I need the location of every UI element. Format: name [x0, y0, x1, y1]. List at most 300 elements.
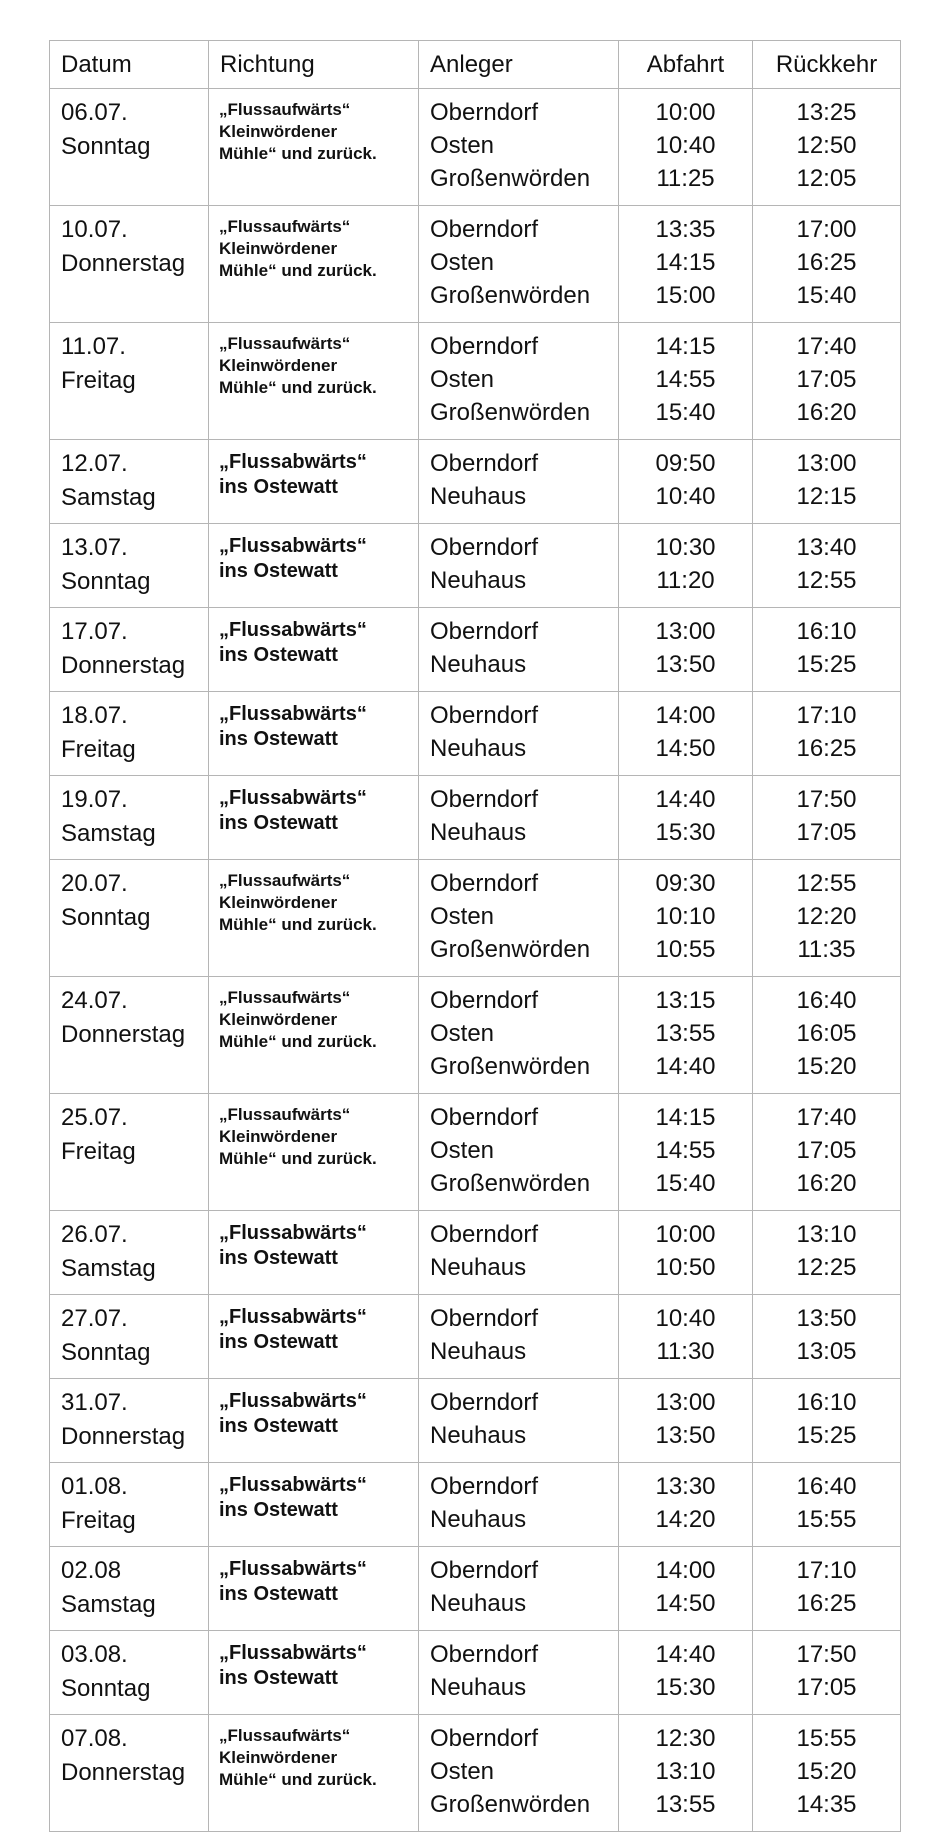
return-time: 16:05	[796, 1020, 857, 1047]
pier: Oberndorf	[430, 99, 539, 126]
return-time: 16:40	[796, 1473, 857, 1500]
return-cell	[753, 440, 901, 524]
pier-cell	[419, 440, 619, 524]
departure-time: 14:40	[655, 786, 716, 813]
return-cell	[753, 776, 901, 860]
departure-time: 14:00	[655, 1557, 716, 1584]
direction-cell	[209, 1211, 419, 1295]
trip-weekday: Samstag	[61, 484, 156, 511]
trip-date: 24.07.	[61, 987, 128, 1014]
trip-weekday: Sonntag	[61, 568, 151, 595]
header-return: Rückkehr	[753, 41, 901, 89]
trip-weekday: Freitag	[61, 367, 136, 394]
pier-cell	[419, 1295, 619, 1379]
direction-line: ins Ostewatt	[219, 560, 338, 582]
return-cell	[753, 206, 901, 323]
departure-time: 09:50	[655, 450, 716, 477]
pier: Oberndorf	[430, 1389, 539, 1416]
pier: Oberndorf	[430, 1104, 539, 1131]
return-time: 15:20	[796, 1053, 857, 1080]
pier: Oberndorf	[430, 870, 539, 897]
pier: Großenwörden	[430, 399, 591, 426]
return-time: 17:50	[796, 1641, 857, 1668]
return-time: 16:10	[796, 618, 857, 645]
direction-cell	[209, 440, 419, 524]
direction-line: „Flussaufwärts“	[219, 100, 351, 119]
return-cell	[753, 524, 901, 608]
return-cell	[753, 1295, 901, 1379]
return-time: 17:50	[796, 786, 857, 813]
table-row	[50, 1547, 901, 1631]
return-time: 16:10	[796, 1389, 857, 1416]
departure-time: 13:50	[655, 1422, 716, 1449]
return-time: 16:25	[796, 249, 857, 276]
date-cell	[50, 692, 209, 776]
direction-line: „Flussabwärts“	[219, 1390, 367, 1412]
return-cell	[753, 608, 901, 692]
departure-cell	[619, 1631, 753, 1715]
direction-line: Kleinwördener	[219, 1127, 338, 1146]
departure-time: 15:30	[655, 1674, 716, 1701]
departure-time: 14:00	[655, 702, 716, 729]
trip-weekday: Sonntag	[61, 904, 151, 931]
table-row	[50, 524, 901, 608]
direction-line: „Flussaufwärts“	[219, 871, 351, 890]
table-row	[50, 1715, 901, 1832]
pier: Neuhaus	[430, 483, 527, 510]
pier: Oberndorf	[430, 216, 539, 243]
direction-line: Mühle“ und zurück.	[219, 261, 377, 280]
direction-cell	[209, 1463, 419, 1547]
direction-line: Mühle“ und zurück.	[219, 1149, 377, 1168]
direction-line: Kleinwördener	[219, 1010, 338, 1029]
pier: Osten	[430, 249, 495, 276]
direction-line: ins Ostewatt	[219, 1499, 338, 1521]
direction-line: ins Ostewatt	[219, 1415, 338, 1437]
pier: Neuhaus	[430, 1254, 527, 1281]
return-time: 12:55	[796, 567, 857, 594]
return-cell	[753, 1631, 901, 1715]
pier: Neuhaus	[430, 1422, 527, 1449]
return-time: 17:05	[796, 1137, 857, 1164]
trip-weekday: Donnerstag	[61, 250, 186, 277]
trip-date: 03.08.	[61, 1641, 128, 1668]
trip-date: 13.07.	[61, 534, 128, 561]
direction-cell	[209, 1094, 419, 1211]
pier-cell	[419, 323, 619, 440]
pier-cell	[419, 1211, 619, 1295]
direction-line: Mühle“ und zurück.	[219, 915, 377, 934]
return-time: 17:05	[796, 1674, 857, 1701]
table-row	[50, 692, 901, 776]
table-row	[50, 323, 901, 440]
pier: Osten	[430, 903, 495, 930]
departure-cell	[619, 206, 753, 323]
direction-cell	[209, 89, 419, 206]
pier: Oberndorf	[430, 1305, 539, 1332]
departure-time: 10:40	[655, 1305, 716, 1332]
departure-cell	[619, 1463, 753, 1547]
pier: Neuhaus	[430, 819, 527, 846]
table-row	[50, 89, 901, 206]
pier: Neuhaus	[430, 1506, 527, 1533]
departure-time: 15:40	[655, 399, 716, 426]
direction-line: ins Ostewatt	[219, 1667, 338, 1689]
direction-cell	[209, 524, 419, 608]
direction-cell	[209, 1715, 419, 1832]
trip-weekday: Sonntag	[61, 133, 151, 160]
departure-cell	[619, 1295, 753, 1379]
departure-time: 13:50	[655, 651, 716, 678]
return-time: 17:05	[796, 819, 857, 846]
pier: Osten	[430, 132, 495, 159]
return-cell	[753, 1715, 901, 1832]
departure-time: 13:55	[655, 1020, 716, 1047]
departure-cell	[619, 524, 753, 608]
return-time: 17:00	[796, 216, 857, 243]
return-cell	[753, 323, 901, 440]
departure-time: 13:35	[655, 216, 716, 243]
return-cell	[753, 860, 901, 977]
date-cell	[50, 860, 209, 977]
pier: Oberndorf	[430, 333, 539, 360]
date-cell	[50, 323, 209, 440]
departure-time: 13:00	[655, 618, 716, 645]
pier: Osten	[430, 1758, 495, 1785]
return-time: 12:15	[796, 483, 857, 510]
departure-cell	[619, 860, 753, 977]
trip-weekday: Sonntag	[61, 1339, 151, 1366]
departure-cell	[619, 89, 753, 206]
return-time: 16:25	[796, 735, 857, 762]
pier: Oberndorf	[430, 1725, 539, 1752]
departure-time: 14:55	[655, 366, 716, 393]
departure-time: 10:55	[655, 936, 716, 963]
pier-cell	[419, 1463, 619, 1547]
trip-date: 02.08	[61, 1557, 122, 1584]
direction-cell	[209, 323, 419, 440]
pier-cell	[419, 860, 619, 977]
trip-weekday: Freitag	[61, 1507, 136, 1534]
return-cell	[753, 1463, 901, 1547]
departure-cell	[619, 440, 753, 524]
pier: Osten	[430, 366, 495, 393]
trip-weekday: Donnerstag	[61, 1759, 186, 1786]
trip-date: 26.07.	[61, 1221, 128, 1248]
header-direction: Richtung	[209, 41, 419, 89]
trip-date: 11.07.	[61, 333, 126, 360]
trip-date: 07.08.	[61, 1725, 128, 1752]
pier: Neuhaus	[430, 1674, 527, 1701]
return-time: 11:35	[797, 936, 856, 963]
date-cell	[50, 1295, 209, 1379]
direction-line: Kleinwördener	[219, 356, 338, 375]
return-cell	[753, 89, 901, 206]
departure-time: 14:20	[655, 1506, 716, 1533]
direction-cell	[209, 206, 419, 323]
departure-time: 13:55	[655, 1791, 716, 1818]
table-row	[50, 1211, 901, 1295]
pier-cell	[419, 89, 619, 206]
pier-cell	[419, 977, 619, 1094]
direction-line: „Flussabwärts“	[219, 1474, 367, 1496]
direction-line: „Flussabwärts“	[219, 1222, 367, 1244]
return-cell	[753, 977, 901, 1094]
trip-weekday: Donnerstag	[61, 652, 186, 679]
direction-cell	[209, 692, 419, 776]
return-time: 16:40	[796, 987, 857, 1014]
trip-date: 17.07.	[61, 618, 128, 645]
departure-time: 12:30	[655, 1725, 716, 1752]
direction-line: „Flussabwärts“	[219, 787, 367, 809]
header-pier: Anleger	[419, 41, 619, 89]
return-time: 13:40	[796, 534, 857, 561]
departure-time: 13:10	[655, 1758, 716, 1785]
table-row	[50, 1094, 901, 1211]
direction-line: ins Ostewatt	[219, 1331, 338, 1353]
pier: Oberndorf	[430, 450, 539, 477]
direction-line: „Flussaufwärts“	[219, 334, 351, 353]
date-cell	[50, 1094, 209, 1211]
direction-line: Mühle“ und zurück.	[219, 1770, 377, 1789]
date-cell	[50, 1547, 209, 1631]
departure-time: 10:40	[655, 483, 716, 510]
departure-time: 15:30	[655, 819, 716, 846]
departure-time: 11:30	[656, 1338, 715, 1365]
direction-line: „Flussabwärts“	[219, 535, 367, 557]
pier: Neuhaus	[430, 1590, 527, 1617]
departure-time: 10:50	[655, 1254, 716, 1281]
pier: Großenwörden	[430, 1053, 591, 1080]
trip-date: 18.07.	[61, 702, 128, 729]
return-time: 15:20	[796, 1758, 857, 1785]
pier-cell	[419, 1631, 619, 1715]
direction-line: Mühle“ und zurück.	[219, 378, 377, 397]
return-cell	[753, 1094, 901, 1211]
direction-line: Mühle“ und zurück.	[219, 1032, 377, 1051]
direction-line: Mühle“ und zurück.	[219, 144, 377, 163]
header-date: Datum	[50, 41, 209, 89]
pier-cell	[419, 692, 619, 776]
departure-time: 15:00	[655, 282, 716, 309]
trip-date: 31.07.	[61, 1389, 128, 1416]
return-time: 16:20	[796, 399, 857, 426]
pier: Neuhaus	[430, 1338, 527, 1365]
trip-weekday: Samstag	[61, 820, 156, 847]
pier: Großenwörden	[430, 282, 591, 309]
departure-time: 11:25	[656, 165, 715, 192]
pier-cell	[419, 1094, 619, 1211]
departure-time: 14:40	[655, 1641, 716, 1668]
departure-cell	[619, 1547, 753, 1631]
schedule-body	[50, 89, 901, 1832]
direction-cell	[209, 860, 419, 977]
direction-line: ins Ostewatt	[219, 812, 338, 834]
date-cell	[50, 1715, 209, 1832]
direction-cell	[209, 1379, 419, 1463]
departure-time: 10:30	[655, 534, 716, 561]
return-time: 13:00	[796, 450, 857, 477]
direction-line: „Flussabwärts“	[219, 619, 367, 641]
direction-line: Kleinwördener	[219, 239, 338, 258]
direction-line: „Flussabwärts“	[219, 1642, 367, 1664]
pier-cell	[419, 206, 619, 323]
pier: Oberndorf	[430, 534, 539, 561]
trip-weekday: Freitag	[61, 1138, 136, 1165]
departure-cell	[619, 608, 753, 692]
direction-line: „Flussaufwärts“	[219, 1726, 351, 1745]
pier: Oberndorf	[430, 1641, 539, 1668]
departure-time: 14:15	[655, 333, 716, 360]
return-time: 12:25	[796, 1254, 857, 1281]
departure-cell	[619, 776, 753, 860]
pier: Neuhaus	[430, 567, 527, 594]
direction-line: „Flussaufwärts“	[219, 988, 351, 1007]
trip-weekday: Sonntag	[61, 1675, 151, 1702]
date-cell	[50, 977, 209, 1094]
pier-cell	[419, 524, 619, 608]
date-cell	[50, 89, 209, 206]
departure-cell	[619, 1379, 753, 1463]
direction-line: „Flussaufwärts“	[219, 217, 351, 236]
departure-cell	[619, 1715, 753, 1832]
table-row	[50, 776, 901, 860]
departure-time: 10:10	[655, 903, 716, 930]
return-time: 17:10	[796, 702, 857, 729]
return-cell	[753, 1379, 901, 1463]
departure-cell	[619, 977, 753, 1094]
trip-date: 27.07.	[61, 1305, 128, 1332]
trip-weekday: Samstag	[61, 1591, 156, 1618]
pier: Oberndorf	[430, 1557, 539, 1584]
pier: Großenwörden	[430, 165, 591, 192]
departure-time: 11:20	[656, 567, 715, 594]
departure-time: 10:40	[655, 132, 716, 159]
direction-cell	[209, 776, 419, 860]
direction-line: ins Ostewatt	[219, 1247, 338, 1269]
date-cell	[50, 440, 209, 524]
date-cell	[50, 1211, 209, 1295]
pier-cell	[419, 1379, 619, 1463]
return-time: 12:20	[796, 903, 857, 930]
direction-cell	[209, 977, 419, 1094]
trip-date: 19.07.	[61, 786, 128, 813]
pier: Großenwörden	[430, 936, 591, 963]
direction-line: Kleinwördener	[219, 122, 338, 141]
pier: Großenwörden	[430, 1791, 591, 1818]
direction-cell	[209, 1631, 419, 1715]
return-time: 16:25	[796, 1590, 857, 1617]
date-cell	[50, 206, 209, 323]
return-time: 17:10	[796, 1557, 857, 1584]
date-cell	[50, 1463, 209, 1547]
return-cell	[753, 692, 901, 776]
trip-weekday: Donnerstag	[61, 1021, 186, 1048]
return-cell	[753, 1211, 901, 1295]
return-time: 12:55	[796, 870, 857, 897]
trip-weekday: Donnerstag	[61, 1423, 186, 1450]
trip-date: 06.07.	[61, 99, 128, 126]
return-time: 14:35	[796, 1791, 857, 1818]
pier: Osten	[430, 1137, 495, 1164]
pier-cell	[419, 776, 619, 860]
return-time: 17:05	[796, 366, 857, 393]
date-cell	[50, 1631, 209, 1715]
trip-date: 10.07.	[61, 216, 128, 243]
date-cell	[50, 524, 209, 608]
departure-time: 14:15	[655, 1104, 716, 1131]
return-time: 15:25	[796, 651, 857, 678]
departure-cell	[619, 1094, 753, 1211]
return-time: 12:05	[796, 165, 857, 192]
departure-time: 14:50	[655, 1590, 716, 1617]
direction-line: Kleinwördener	[219, 1748, 338, 1767]
return-time: 12:50	[796, 132, 857, 159]
schedule-table	[49, 40, 901, 1832]
trip-date: 20.07.	[61, 870, 128, 897]
return-time: 13:05	[796, 1338, 857, 1365]
departure-time: 14:50	[655, 735, 716, 762]
direction-line: ins Ostewatt	[219, 728, 338, 750]
pier: Oberndorf	[430, 618, 539, 645]
direction-line: Kleinwördener	[219, 893, 338, 912]
departure-time: 15:40	[655, 1170, 716, 1197]
table-row	[50, 1295, 901, 1379]
pier: Oberndorf	[430, 987, 539, 1014]
return-time: 17:40	[796, 1104, 857, 1131]
departure-cell	[619, 323, 753, 440]
direction-line: „Flussabwärts“	[219, 1306, 367, 1328]
pier: Neuhaus	[430, 735, 527, 762]
direction-line: ins Ostewatt	[219, 1583, 338, 1605]
header-row	[50, 41, 901, 89]
return-time: 15:40	[796, 282, 857, 309]
schedule-header	[50, 41, 901, 89]
direction-cell	[209, 608, 419, 692]
direction-line: „Flussabwärts“	[219, 1558, 367, 1580]
pier: Großenwörden	[430, 1170, 591, 1197]
return-time: 13:10	[796, 1221, 857, 1248]
table-row	[50, 860, 901, 977]
trip-date: 01.08.	[61, 1473, 128, 1500]
departure-time: 10:00	[655, 1221, 716, 1248]
table-row	[50, 1631, 901, 1715]
departure-time: 14:55	[655, 1137, 716, 1164]
direction-cell	[209, 1295, 419, 1379]
direction-line: ins Ostewatt	[219, 644, 338, 666]
return-time: 17:40	[796, 333, 857, 360]
date-cell	[50, 776, 209, 860]
pier: Neuhaus	[430, 651, 527, 678]
pier: Oberndorf	[430, 786, 539, 813]
return-time: 15:55	[796, 1725, 857, 1752]
departure-time: 13:30	[655, 1473, 716, 1500]
departure-time: 13:15	[655, 987, 716, 1014]
pier: Osten	[430, 1020, 495, 1047]
trip-date: 25.07.	[61, 1104, 128, 1131]
return-time: 16:20	[796, 1170, 857, 1197]
date-cell	[50, 608, 209, 692]
departure-cell	[619, 1211, 753, 1295]
departure-time: 10:00	[655, 99, 716, 126]
pier: Oberndorf	[430, 1473, 539, 1500]
direction-cell	[209, 1547, 419, 1631]
return-time: 13:25	[796, 99, 857, 126]
trip-weekday: Freitag	[61, 736, 136, 763]
table-row	[50, 1463, 901, 1547]
pier-cell	[419, 1715, 619, 1832]
direction-line: „Flussabwärts“	[219, 703, 367, 725]
